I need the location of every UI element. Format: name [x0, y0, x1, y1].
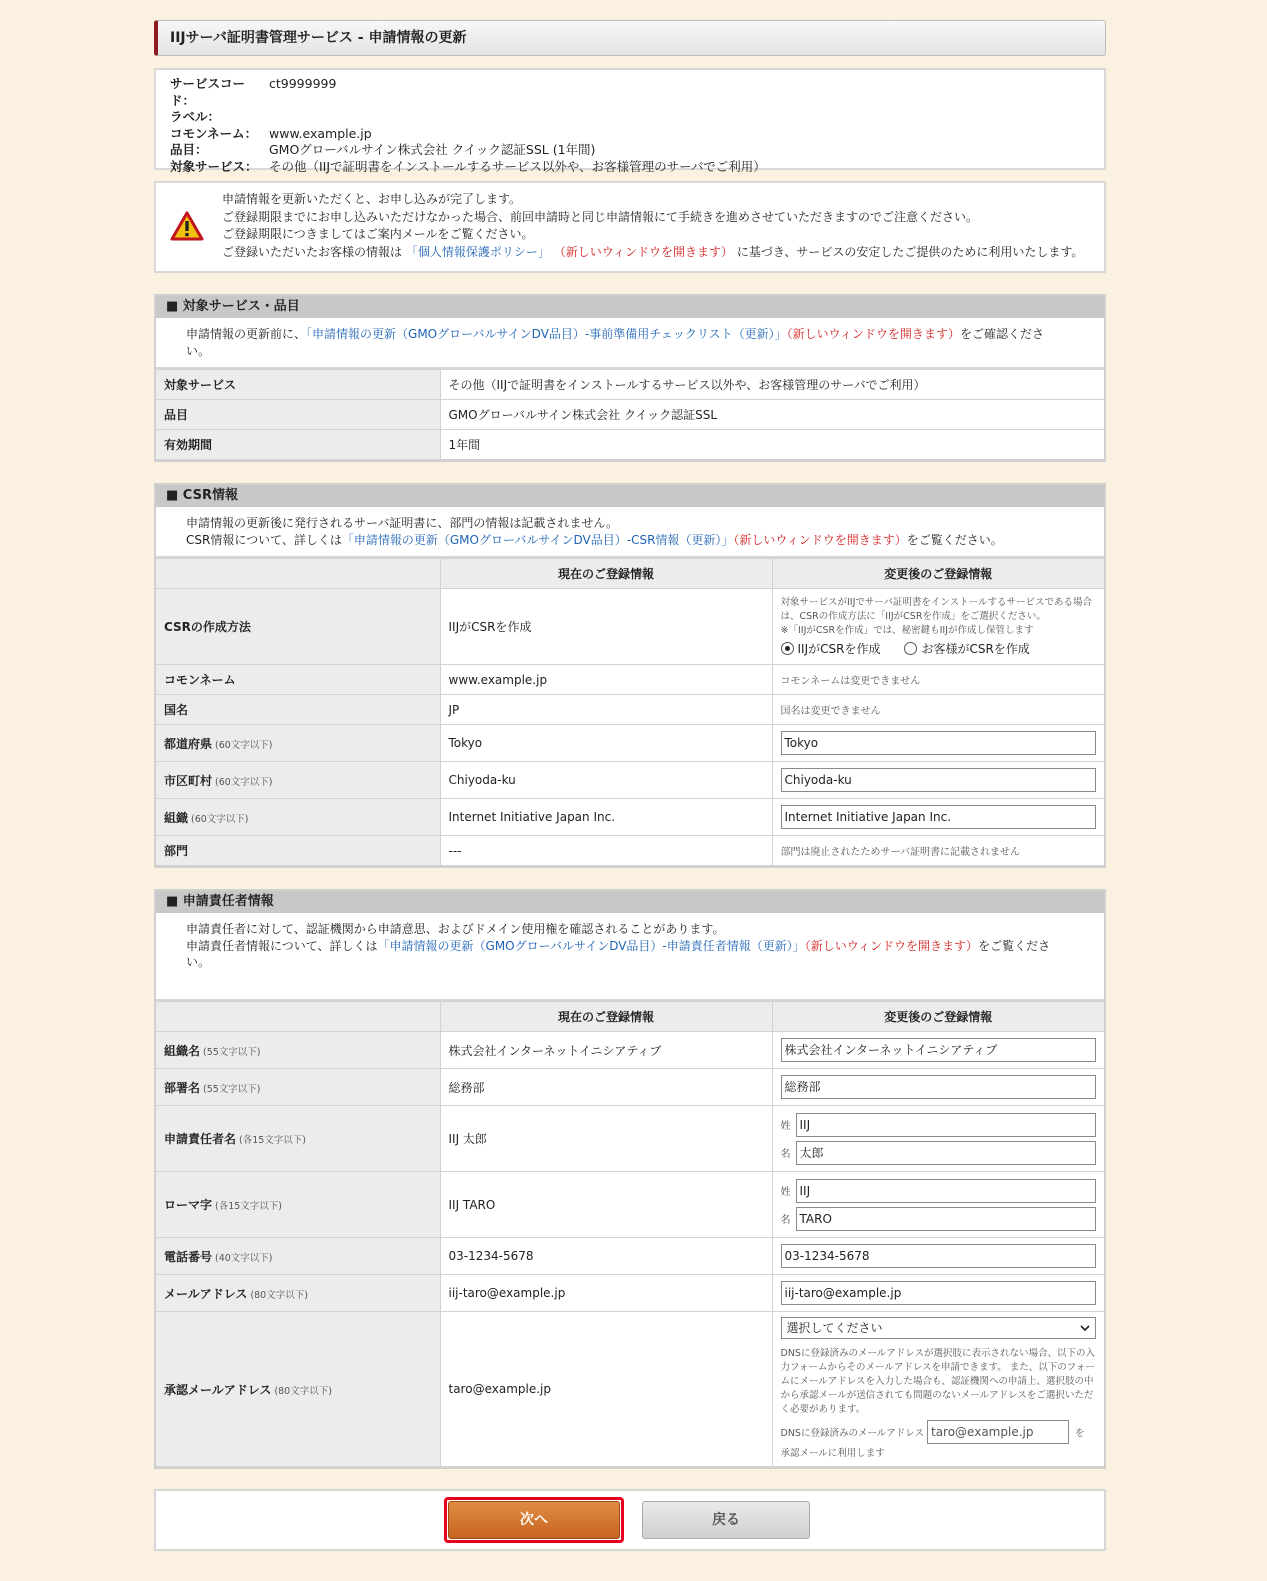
table-row: 都道府県 (60文字以下) Tokyo Tokyo — [156, 725, 1104, 762]
summary-row: 品目： GMOグローバルサイン株式会社 クイック認証SSL (1年間) — [170, 142, 596, 158]
applicant-info-link[interactable]: 「申請情報の更新（GMOグローバルサインDV品目）-申請責任者情報（更新）」 — [377, 938, 805, 953]
city-input[interactable]: Chiyoda-ku — [781, 768, 1097, 792]
organization-input[interactable]: Internet Initiative Japan Inc. — [781, 805, 1097, 829]
notice-line: 申請情報を更新いただくと、お申し込みが完了します。 — [222, 192, 522, 206]
notice-line: ご登録期限につきましてはご案内メールをご覧ください。 — [222, 227, 534, 242]
roman-first-name-input[interactable]: TARO — [796, 1207, 1097, 1231]
prefecture-input[interactable]: Tokyo — [781, 731, 1097, 755]
roman-last-name-input[interactable]: IIJ — [796, 1179, 1097, 1203]
table-row: 品目 GMOグローバルサイン株式会社 クイック認証SSL — [156, 400, 1104, 430]
table-row: 部門 --- 部門は廃止されたためサーバ証明書に記載されません — [156, 836, 1104, 866]
summary-row: サービスコード： ct9999999 — [170, 76, 337, 108]
chevron-down-icon — [1080, 1325, 1090, 1331]
csr-section — [154, 483, 1106, 868]
table-row: 有効期間 1年間 — [156, 430, 1104, 460]
last-name-input[interactable]: IIJ — [796, 1113, 1097, 1137]
org-name-input[interactable]: 株式会社インターネットイニシアティブ — [781, 1038, 1097, 1062]
applicant-table — [156, 1001, 1104, 1467]
section-description: 申請情報の更新後に発行されるサーバ証明書に、部門の情報は記載されません。 CSR情報について、詳しくは「申請情報の更新（GMOグローバルサインDV品目）-CSR情報（更新）」（新しいウィンドウを開きます）をご覧ください。 — [156, 507, 1104, 558]
table-row: コモンネーム www.example.jp コモンネームは変更できません — [156, 665, 1104, 695]
table-row: 組織 (60文字以下) Internet Initiative Japan Inc. Internet Initiative Japan Inc. — [156, 799, 1104, 836]
applicant-section — [154, 889, 1106, 1469]
csr-table — [156, 558, 1104, 866]
page-container — [154, 20, 1106, 1551]
table-row: 部署名 (55文字以下) 総務部 総務部 — [156, 1069, 1104, 1106]
table-header-row: 現在のご登録情報 変更後のご登録情報 — [156, 559, 1104, 589]
notice-line: ご登録いただいたお客様の情報は 「個人情報保護ポリシー」 （新しいウィンドウを開きます） に基づき、サービスの安定したご提供のために利用いたします。 — [222, 244, 1084, 259]
page-title: IIJサーバ証明書管理サービス - 申請情報の更新 — [154, 20, 1106, 56]
approval-email-select[interactable]: 選択してください — [781, 1317, 1097, 1339]
section-heading: ■ 申請責任者情報 — [156, 891, 1104, 913]
summary-row: 対象サービス： その他（IIJで証明書をインストールするサービス以外や、お客様管理のサーバでご利用） — [170, 158, 766, 174]
dns-email-input[interactable]: taro@example.jp — [927, 1420, 1069, 1444]
summary-row: ラベル： — [170, 109, 221, 125]
section-heading: ■ 対象サービス・品目 — [156, 296, 1104, 318]
table-row: 国名 JP 国名は変更できません — [156, 695, 1104, 725]
radio-customer-csr[interactable] — [904, 642, 917, 655]
back-button[interactable]: 戻る — [642, 1501, 810, 1539]
table-row: CSRの作成方法 IIJがCSRを作成 対象サービスがIIJでサーバ証明書をインストールするサービスである場合は、CSRの作成方法に「IIJがCSRを作成」をご選択ください。 ※「IIJがCSRを作成」では、秘密鍵もIIJが作成し保管します IIJがCSRを作成 お客様がCSRを作成 — [156, 589, 1104, 665]
section-description: 申請責任者に対して、認証機関から申請意思、およびドメイン使用権を確認されることがあります。 申請責任者情報について、詳しくは「申請情報の更新（GMOグローバルサインDV品目）-申請責任者情報（更新）」（新しいウィンドウを開きます）をご覧ください。 — [156, 913, 1104, 1001]
table-row: 組織名 (55文字以下) 株式会社インターネットイニシアティブ 株式会社インターネットイニシアティブ — [156, 1032, 1104, 1069]
table-header-row: 現在のご登録情報 変更後のご登録情報 — [156, 1002, 1104, 1032]
service-summary — [154, 68, 1106, 174]
email-input[interactable]: iij-taro@example.jp — [781, 1281, 1097, 1305]
section-heading: ■ CSR情報 — [156, 485, 1104, 507]
dept-name-input[interactable]: 総務部 — [781, 1075, 1097, 1099]
next-button[interactable]: 次へ — [448, 1501, 620, 1539]
summary-row: コモンネーム： www.example.jp — [170, 125, 372, 141]
table-row: ローマ字 (各15文字以下) IIJ TARO 姓 IIJ 名 TARO — [156, 1172, 1104, 1238]
table-row: 申請責任者名 (各15文字以下) IIJ 太郎 姓 IIJ 名 太郎 — [156, 1106, 1104, 1172]
table-row: 電話番号 (40文字以下) 03-1234-5678 03-1234-5678 — [156, 1238, 1104, 1275]
section-description: 申請情報の更新前に、「申請情報の更新（GMOグローバルサインDV品目）-事前準備用チェックリスト（更新）」（新しいウィンドウを開きます）をご確認ください。 — [156, 318, 1104, 369]
table-row: 市区町村 (60文字以下) Chiyoda-ku Chiyoda-ku — [156, 762, 1104, 799]
warning-icon — [170, 211, 204, 241]
checklist-link[interactable]: 「申請情報の更新（GMOグローバルサインDV品目）-事前準備用チェックリスト（更新）」 — [306, 327, 787, 341]
radio-iij-csr[interactable] — [781, 642, 794, 655]
csr-info-link[interactable]: 「申請情報の更新（GMOグローバルサインDV品目）-CSR情報（更新）」 — [341, 532, 734, 547]
target-service-section — [154, 294, 1106, 462]
table-row: 対象サービス その他（IIJで証明書をインストールするサービス以外や、お客様管理のサーバでご利用） — [156, 370, 1104, 400]
notice-box — [154, 181, 1106, 273]
first-name-input[interactable]: 太郎 — [796, 1141, 1097, 1165]
privacy-policy-link[interactable]: 「個人情報保護ポリシー」 — [405, 244, 550, 259]
notice-line: ご登録期限までにお申し込みいただけなかった場合、前回申請時と同じ申請情報にて手続きを進めさせていただきますのでご注意ください。 — [222, 209, 979, 224]
button-bar — [154, 1489, 1106, 1551]
target-service-table — [156, 369, 1104, 460]
table-row: メールアドレス (80文字以下) iij-taro@example.jp iij-taro@example.jp — [156, 1275, 1104, 1312]
phone-input[interactable]: 03-1234-5678 — [781, 1244, 1097, 1268]
table-row: 承認メールアドレス (80文字以下) taro@example.jp 選択してください DNSに登録済みのメールアドレスが選択肢に表示されない場合、以下の入力フォームからそのメールアドレスを申請できます。 また、以下のフォームにメールアドレスを入力した場合も、認証機関への申請上、選択肢の中から承認メールが送信されても問題のないメールアドレスをご選択いただく必要があります。 DNSに登録済みのメールアドレス taro@example.jp を 承認メールに利用します — [156, 1312, 1104, 1467]
